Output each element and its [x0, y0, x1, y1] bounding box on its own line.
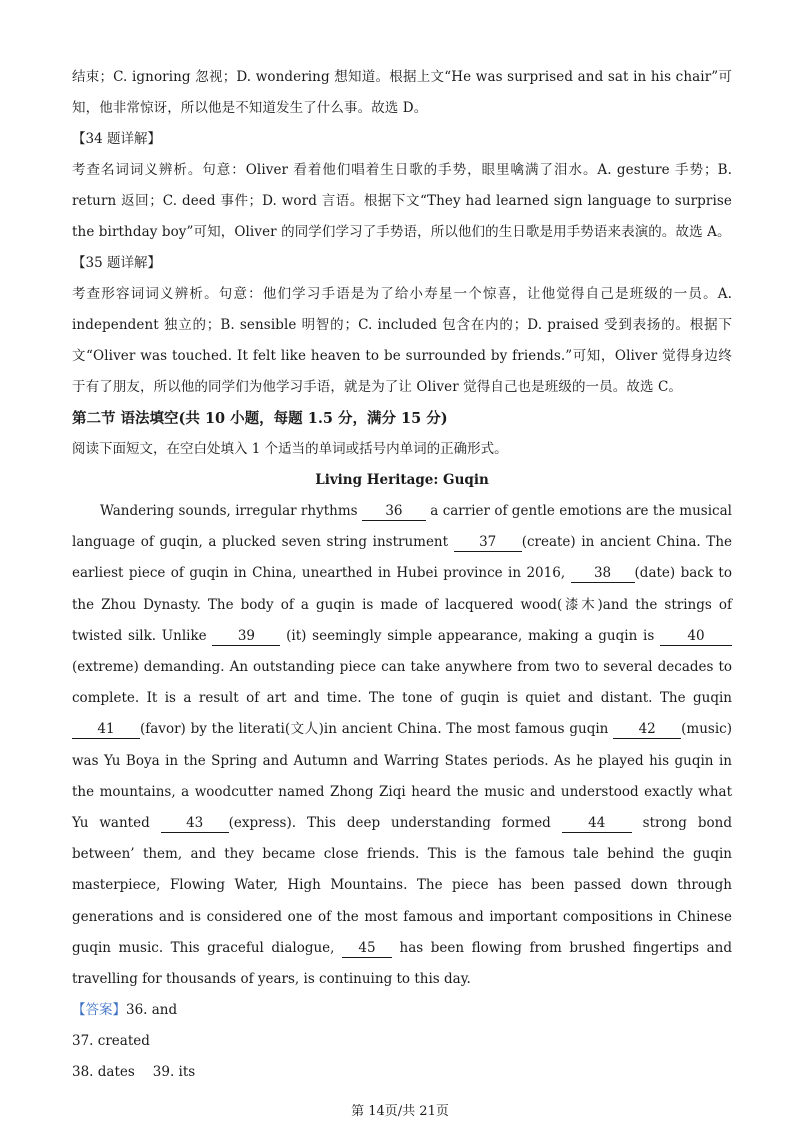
passage-segment: has been flowing from brushed fingertips and travelling for thousands of years, is continuing to this day.	[72, 939, 732, 988]
passage-segment: (extreme) demanding. An outstanding piece can take anywhere from two to several decades to complete. It is a result of art and time. The tone of guqin is quiet and distant. The guqin	[72, 659, 732, 707]
passage-segment: (date) back to the Zhou Dynasty. The body of a guqin is made of lacquered wood(漆木)and the strings of twisted silk. Unlike	[72, 565, 732, 644]
document-body	[72, 62, 732, 1088]
blank-45: 45	[342, 940, 392, 958]
blank-39: 39	[212, 628, 280, 646]
answer-37: 37. created	[72, 1033, 150, 1050]
blank-38: 38	[571, 565, 635, 583]
blank-43: 43	[161, 815, 229, 833]
passage-segment: (music) was Yu Boya in the Spring and Autumn and Warring States periods. As he played his guqin in the mountains, a woodcutter named Zhong Ziqi heard the music and understood exactly what Yu wanted	[72, 721, 732, 832]
q35-explanation: 考查形容词词义辨析。句意：他们学习手语是为了给小寿星一个惊喜，让他觉得自己是班级的一员。A. independent 独立的；B. sensible 明智的；C. included 包含在内的；D. praised 受到表扬的。根据下文“Oliver was touched. It felt like heaven to be surrounded by friends.”可知，Oliver 觉得身边终于有了朋友，所以他的同学们为他学习手语，就是为了让 Oliver 觉得自己也是班级的一员。故选 C。	[72, 286, 732, 395]
blank-36: 36	[362, 503, 426, 521]
answer-line	[72, 995, 732, 1026]
passage-segment: Wandering sounds, irregular rhythms	[100, 503, 362, 519]
passage-text	[72, 496, 732, 995]
blank-37: 37	[454, 534, 522, 552]
blank-42: 42	[613, 721, 681, 739]
q34-explanation: 考查名词词义辨析。句意：Oliver 看着他们唱着生日歌的手势，眼里噙满了泪水。A. gesture 手势；B. return 返回；C. deed 事件；D. word 言语。根据下文“They had learned sign language to surprise the birthday boy”可知，Oliver 的同学们学习了手势语，所以他们的生日歌是用手势语来表演的。故选 A。	[72, 162, 732, 240]
answer-label: 【答案】	[72, 1002, 126, 1019]
blank-40: 40	[660, 628, 732, 646]
page-number: 第 14页/共 21页	[351, 1104, 449, 1119]
passage-segment: (it) seemingly simple appearance, making a guqin is	[280, 627, 660, 644]
blank-41: 41	[72, 721, 140, 739]
answer-38: 38. dates	[72, 1064, 135, 1081]
section-title: 第二节 语法填空(共 10 小题，每题 1.5 分，满分 15 分)	[72, 410, 448, 427]
section-instruction: 阅读下面短文，在空白处填入 1 个适当的单词或括号内单词的正确形式。	[72, 441, 508, 457]
passage-segment: a carrier of gentle emotions are the musical language of guqin, a plucked seven string instrument	[72, 503, 732, 551]
answer-39: 39. its	[152, 1064, 196, 1081]
q33-explanation-tail: 结束；C. ignoring 忽视；D. wondering 想知道。根据上文“He was surprised and sat in his chair”可知，他非常惊讶，所以他是不知道发生了什么事。故选 D。	[72, 69, 732, 116]
passage-segment: strong bond between’ them, and they became close friends. This is the famous tale behind the guqin masterpiece, Flowing Water, High Mountains. The piece has been passed down through generations and is considered one of the most famous and important compositions in Chinese guqin music. This graceful dialogue,	[72, 815, 732, 956]
passage-title: Living Heritage: Guqin	[315, 472, 489, 488]
answer-36: 36. and	[126, 1002, 178, 1019]
blank-44: 44	[562, 815, 632, 833]
q35-heading: 【35 题详解】	[72, 255, 161, 271]
passage-segment: (favor) by the literati(文人)in ancient China. The most famous guqin	[140, 721, 614, 738]
passage-segment: (create) in ancient China. The earliest piece of guqin in China, unearthed in Hubei province in 2016,	[72, 534, 732, 582]
q34-heading: 【34 题详解】	[72, 131, 161, 147]
answer-line	[72, 1057, 732, 1088]
passage-segment: (express). This deep understanding formed	[228, 815, 562, 832]
